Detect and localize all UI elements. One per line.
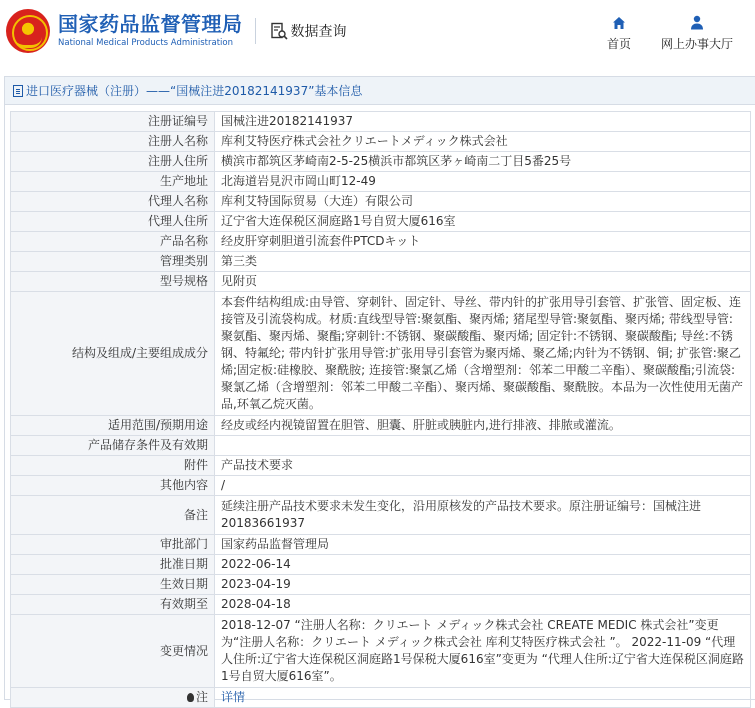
row-label: 批准日期 xyxy=(11,555,215,575)
row-label: 变更情况 xyxy=(11,615,215,688)
row-label: 管理类别 xyxy=(11,252,215,272)
detail-panel xyxy=(4,76,755,704)
row-value: 本套件结构组成:由导管、穿刺针、固定针、导丝、带内针的扩张用导引套管、扩张管、固定板、连接管及引流袋构成。材质:直线型导管:聚氨酯、聚丙烯; 猪尾型导管:聚氨酯、聚丙烯; 带线型导管:聚氨酯、聚丙烯、聚酯;穿刺针:不锈钢、聚碳酸酯、聚丙烯; 固定针:不锈钢、聚碳酸酯; 导丝:不锈钢、特氟纶; 带内针扩张用导管:扩张用导引套管为聚丙烯、聚乙烯;内针为不锈钢、铜; 扩张管:聚乙烯;固定板:硅橡胶、聚酰胺; 连接管:聚氯乙烯（含增塑剂：邻苯二甲酸二辛酯）、聚碳酸酯;引流袋:聚氯乙烯（含增塑剂：邻苯二甲酸二辛酯）、聚丙烯、聚碳酸酯、聚酰胺。本品为一次性使用无菌产品,环氧乙烷灭菌。 xyxy=(215,292,751,416)
data-query-label: 数据查询 xyxy=(290,24,347,40)
national-emblem-icon xyxy=(6,9,50,53)
table-row xyxy=(11,212,751,232)
detail-table xyxy=(10,111,751,708)
table-row xyxy=(11,688,751,708)
table-row xyxy=(11,416,751,436)
table-row xyxy=(11,595,751,615)
table-row xyxy=(11,232,751,252)
row-label: 产品名称 xyxy=(11,232,215,252)
row-label: 产品储存条件及有效期 xyxy=(11,436,215,456)
row-label: 型号规格 xyxy=(11,272,215,292)
row-value: 北海道岩見沢市岡山町12-49 xyxy=(215,172,751,192)
row-value xyxy=(215,436,751,456)
table-row xyxy=(11,535,751,555)
row-value: 2028-04-18 xyxy=(215,595,751,615)
user-icon xyxy=(690,15,704,30)
row-value: 库利艾特国际贸易（大连）有限公司 xyxy=(215,192,751,212)
row-value: / xyxy=(215,476,751,496)
magnifier-document-icon xyxy=(270,22,288,40)
row-value: 国械注进20182141937 xyxy=(215,112,751,132)
row-label: 生效日期 xyxy=(11,575,215,595)
document-icon xyxy=(13,85,23,97)
row-label: 其他内容 xyxy=(11,476,215,496)
table-row xyxy=(11,496,751,535)
table-row xyxy=(11,436,751,456)
nav-home-label: 首页 xyxy=(606,37,631,51)
table-row xyxy=(11,615,751,688)
row-label: 备注 xyxy=(11,496,215,535)
table-row xyxy=(11,172,751,192)
row-label: 代理人名称 xyxy=(11,192,215,212)
logo-title-en: National Medical Products Administration xyxy=(58,38,233,48)
table-row xyxy=(11,152,751,172)
row-label: 审批部门 xyxy=(11,535,215,555)
row-label: 有效期至 xyxy=(11,595,215,615)
row-value: 产品技术要求 xyxy=(215,456,751,476)
nav-online-hall[interactable] xyxy=(661,14,733,52)
row-label: 结构及组成/主要组成成分 xyxy=(11,292,215,416)
nav-online-hall-label: 网上办事大厅 xyxy=(660,37,733,51)
row-value: 经皮或经内视镜留置在胆管、胆囊、肝脏或胰脏内,进行排液、排脓或灌流。 xyxy=(215,416,751,436)
row-label: 注册人住所 xyxy=(11,152,215,172)
row-label-note xyxy=(11,688,215,708)
table-row xyxy=(11,456,751,476)
site-logo[interactable] xyxy=(6,9,243,53)
row-value: 2018-12-07 “注册人名称：クリエート メディック株式会社 CREATE MEDIC 株式会社”变更为“注册人名称：クリエート メディック株式会社 库利艾特医疗株式会社 ”。 2022-11-09 “代理人住所:辽宁省大连保税区洞庭路1号保税大厦616室”变更为 “代理人住所:辽宁省大连保税区洞庭路1号自贸大厦616室”。 xyxy=(215,615,751,688)
table-row xyxy=(11,132,751,152)
panel-title xyxy=(5,77,755,105)
nav-home[interactable] xyxy=(607,14,631,52)
top-nav xyxy=(607,14,733,52)
row-value: 经皮肝穿刺胆道引流套件PTCDキット xyxy=(215,232,751,252)
home-icon xyxy=(612,16,626,30)
row-value: 国家药品监督管理局 xyxy=(215,535,751,555)
row-value: 2023-04-19 xyxy=(215,575,751,595)
lightbulb-icon xyxy=(187,693,194,702)
table-row xyxy=(11,292,751,416)
details-link[interactable]: 详情 xyxy=(221,690,246,704)
row-value: 库利艾特医疗株式会社クリエートメディック株式会社 xyxy=(215,132,751,152)
row-label: 代理人住所 xyxy=(11,212,215,232)
table-row xyxy=(11,112,751,132)
row-value: 2022-06-14 xyxy=(215,555,751,575)
row-label: 附件 xyxy=(11,456,215,476)
header-divider xyxy=(255,18,256,44)
row-label: 适用范围/预期用途 xyxy=(11,416,215,436)
row-label: 注册人名称 xyxy=(11,132,215,152)
row-value: 横滨市都筑区茅崎南2-5-25横浜市都筑区茅ヶ崎南二丁目5番25号 xyxy=(215,152,751,172)
row-label: 注册证编号 xyxy=(11,112,215,132)
logo-title-cn: 国家药品监督管理局 xyxy=(58,12,243,36)
panel-title-text: 进口医疗器械（注册）——“国械注进20182141937”基本信息 xyxy=(26,84,363,98)
data-query-link[interactable] xyxy=(270,21,347,41)
row-label: 生产地址 xyxy=(11,172,215,192)
row-value: 第三类 xyxy=(215,252,751,272)
table-row xyxy=(11,272,751,292)
row-value: 见附页 xyxy=(215,272,751,292)
row-value: 延续注册产品技术要求未发生变化，沿用原核发的产品技术要求。原注册证编号：国械注进20183661937 xyxy=(215,496,751,535)
table-row xyxy=(11,252,751,272)
site-header xyxy=(0,0,755,62)
table-row xyxy=(11,192,751,212)
note-label: 注 xyxy=(195,690,208,704)
row-value: 辽宁省大连保税区洞庭路1号自贸大厦616室 xyxy=(215,212,751,232)
table-row xyxy=(11,476,751,496)
table-row xyxy=(11,575,751,595)
table-row xyxy=(11,555,751,575)
